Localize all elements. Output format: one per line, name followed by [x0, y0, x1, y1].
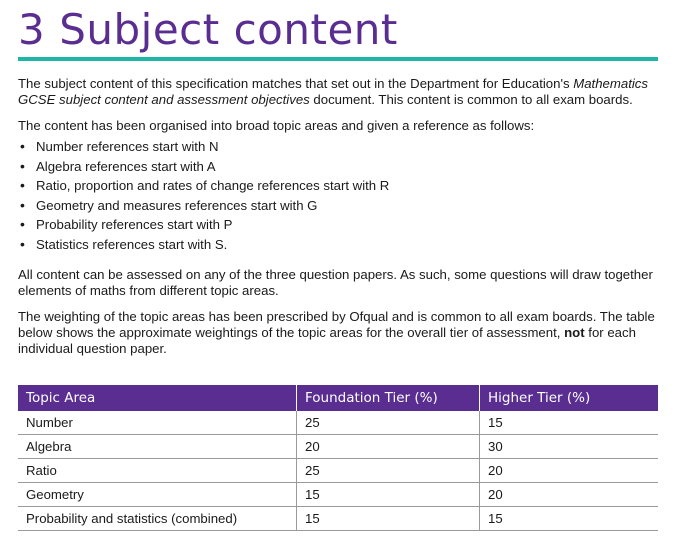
cell-topic: Probability and statistics (combined): [18, 507, 297, 531]
cell-higher: 20: [480, 483, 659, 507]
header-foundation-tier: Foundation Tier (%): [297, 385, 480, 411]
intro-document-title: Mathematics GCSE subject content and assessment objectives: [18, 76, 648, 107]
heading-rule: [18, 57, 658, 61]
cell-higher: 20: [480, 459, 659, 483]
weighting-table: [18, 385, 658, 531]
table-row: [18, 459, 658, 483]
cell-higher: 15: [480, 411, 659, 435]
reference-list: [18, 137, 663, 255]
list-item: • Algebra references start with A: [18, 157, 663, 177]
weighting-text-a: The weighting of the topic areas has been prescribed by Ofqual and is common to all exam boards. The table below shows the approximate weightings of the topic areas for the overall tier of assessment,: [18, 308, 655, 340]
table-row: [18, 411, 658, 435]
cell-topic: Algebra: [18, 435, 297, 459]
paragraph-weighting: [18, 309, 663, 357]
list-item: • Probability references start with P: [18, 215, 663, 235]
body-text: [18, 76, 663, 367]
section-heading: [18, 2, 398, 58]
cell-higher: 15: [480, 507, 659, 531]
cell-topic: Number: [18, 411, 297, 435]
paragraph-intro: [18, 76, 663, 108]
paragraph-organisation: The content has been organised into broad topic areas and given a reference as follows:: [18, 118, 535, 133]
section-title: Subject content: [59, 5, 398, 54]
table-row: [18, 507, 658, 531]
weighting-emphasis: not: [564, 324, 585, 340]
table-header-row: [18, 385, 658, 411]
weighting-text-b: for each individual question paper.: [18, 324, 636, 356]
intro-text-b: document. This content is common to all exam boards.: [309, 92, 633, 107]
list-item: • Geometry and measures references start with G: [18, 196, 663, 216]
cell-foundation: 25: [297, 411, 480, 435]
list-item: • Number references start with N: [18, 137, 663, 157]
cell-foundation: 20: [297, 435, 480, 459]
list-item: • Statistics references start with S.: [18, 235, 663, 255]
header-topic-area: Topic Area: [18, 385, 297, 411]
intro-text-a: The subject content of this specification matches that set out in the Department for Education's: [18, 76, 574, 91]
table-row: [18, 483, 658, 507]
table-row: [18, 435, 658, 459]
cell-higher: 30: [480, 435, 659, 459]
paragraph-assessment: All content can be assessed on any of the three question papers. As such, some questions will draw together elements of maths from different topic areas.: [18, 266, 653, 298]
cell-foundation: 25: [297, 459, 480, 483]
cell-foundation: 15: [297, 507, 480, 531]
list-item: • Ratio, proportion and rates of change references start with R: [18, 176, 663, 196]
cell-topic: Ratio: [18, 459, 297, 483]
cell-topic: Geometry: [18, 483, 297, 507]
header-higher-tier: Higher Tier (%): [480, 385, 659, 411]
section-number: 3: [18, 5, 46, 54]
cell-foundation: 15: [297, 483, 480, 507]
